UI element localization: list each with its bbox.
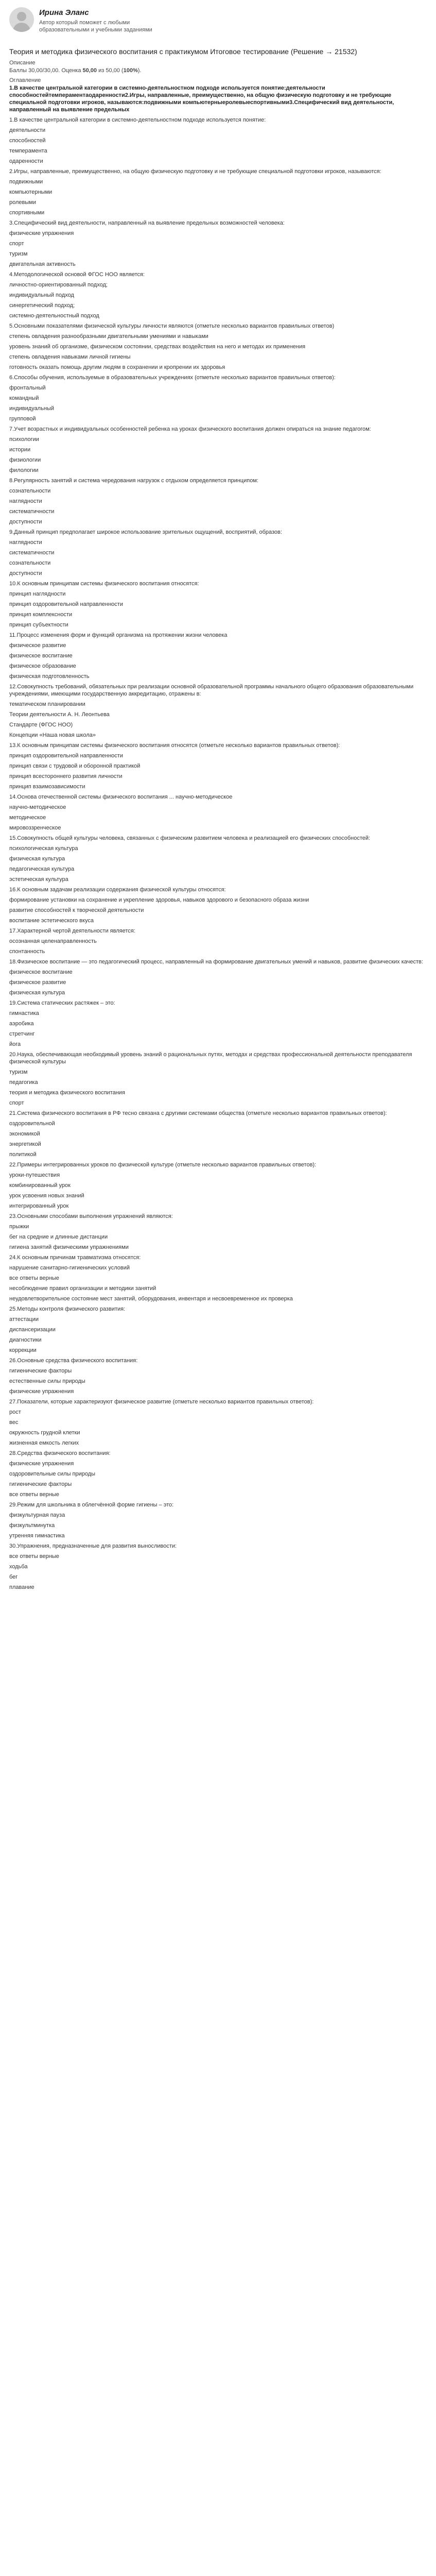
answer-option: физическая культура [9, 990, 65, 996]
question-item [9, 1213, 427, 1251]
answer-option: все ответы верные [9, 1275, 59, 1281]
answer-option: степень овладения навыками личной гигиены [9, 354, 131, 360]
answer-option: энергетикой [9, 1141, 41, 1147]
answer-option: физическое воспитание [9, 653, 73, 659]
answer-option: все ответы верные [9, 1492, 59, 1498]
question-text: 29.Режим для школьника в облегчённой форме гигиены – это: [9, 1502, 174, 1508]
question-item [9, 1357, 427, 1395]
answer-option: спорт [9, 241, 24, 247]
answer-option: готовность оказать помощь другим людям в сохранении и кропрении их здоровья [9, 364, 225, 370]
answer-option: физкультминутка [9, 1522, 55, 1529]
question-item [9, 886, 427, 924]
question-text: 18.Физическое воспитание — это педагогический процесс, направленный на формирование двигательных умений и навыков, развитие физических качеств: [9, 959, 423, 965]
answer-option: несоблюдение правил организации и методики занятий [9, 1285, 156, 1292]
answer-option: доступности [9, 570, 42, 577]
question-text: 30.Упражнения, предназначенные для развития выносливости: [9, 1543, 177, 1549]
answer-option: педагогика [9, 1079, 38, 1086]
question-item [9, 632, 427, 680]
author-name[interactable]: Ирина Эланс [39, 8, 89, 17]
question-item [9, 1051, 427, 1107]
avatar-head-shape [17, 12, 26, 21]
question-text: 5.Основными показателями физической культуры личности являются (отметьте несколько вариантов правильных ответов) [9, 323, 335, 329]
answer-option: физическое развитие [9, 642, 66, 649]
answer-option: систематичности [9, 550, 55, 556]
question-item [9, 1450, 427, 1498]
answer-option: наглядности [9, 498, 42, 504]
question-item [9, 323, 427, 371]
answer-option: ходьба [9, 1564, 28, 1570]
answer-option: подвижными [9, 179, 43, 185]
question-item [9, 793, 427, 832]
question-item [9, 1501, 427, 1539]
question-text: 13.К основным принципам системы физического воспитания относятся (отметьте несколько вариантов правильных ответов): [9, 742, 340, 749]
answer-option: уроки-путешествия [9, 1172, 60, 1178]
question-text: 11.Процесс изменения форм и функций организма на протяжении жизни человека [9, 632, 228, 638]
answer-option: компьютерными [9, 189, 53, 195]
answer-option: воспитание эстетического вкуса [9, 918, 94, 924]
answer-option: интегрированный урок [9, 1203, 69, 1209]
document-title: Теория и методика физического воспитания с практикумом Итоговое тестирование (Решение → 21532) [9, 47, 357, 56]
answer-option: все ответы верные [9, 1553, 59, 1560]
answer-option: прыжки [9, 1224, 29, 1230]
question-text: 15.Совокупность общей культуры человека, связанных с физическим развитием человека и реализацией его физических способностей: [9, 835, 371, 841]
answer-option: окружность грудной клетки [9, 1430, 80, 1436]
question-item [9, 219, 427, 268]
answer-option: групповой [9, 416, 36, 422]
score-line [9, 67, 427, 75]
answer-option: физическое образование [9, 663, 76, 669]
answer-option: индивидуальный подход [9, 292, 74, 298]
answer-option: Стандарте (ФГОС НОО) [9, 722, 73, 728]
answer-option: принцип комплексности [9, 612, 73, 618]
question-item [9, 927, 427, 955]
answer-option: спорт [9, 1100, 24, 1106]
answer-option: утренняя гимнастика [9, 1533, 65, 1539]
question-item [9, 477, 427, 526]
question-item [9, 168, 427, 216]
question-item [9, 116, 427, 165]
answer-option: способностей [9, 138, 46, 144]
answer-option: урок усвоения новых знаний [9, 1193, 84, 1199]
answer-option: деятельности [9, 127, 46, 133]
answer-option: рост [9, 1409, 21, 1415]
question-item [9, 1306, 427, 1354]
question-item [9, 426, 427, 474]
answer-option: физическая подготовленность [9, 673, 90, 680]
score-percent: 100% [123, 67, 138, 74]
answer-option: оздоровительные силы природы [9, 1471, 96, 1477]
answer-option: развитие способностей к творческой деятельности [9, 907, 144, 913]
answer-option: психологическая культура [9, 845, 78, 852]
answer-option: естественные силы природы [9, 1378, 85, 1384]
answer-option: принцип субъектности [9, 622, 68, 628]
answer-option: истории [9, 447, 31, 453]
question-item [9, 1398, 427, 1447]
answer-option: неудовлетворительное состояние мест занятий, оборудования, инвентаря и несвоевременное их проверка [9, 1296, 293, 1302]
answer-option: системно-деятельностный подход [9, 313, 99, 319]
question-text: 28.Средства физического воспитания: [9, 1450, 111, 1456]
answer-option: двигательная активность [9, 261, 76, 267]
answer-option: мировоззренческое [9, 825, 61, 831]
answer-option: принцип всестороннего развития личности [9, 773, 123, 779]
answer-option: темперамента [9, 148, 47, 154]
answer-option: психологии [9, 436, 39, 443]
answer-option: физкультурная пауза [9, 1512, 65, 1518]
question-text: 16.К основным задачам реализации содержания физической культуры относятся: [9, 887, 226, 893]
question-text: 27.Показатели, которые характеризуют физическое развитие (отметьте несколько вариантов правильных ответов): [9, 1399, 314, 1405]
question-text: 21.Система физического воспитания в РФ тесно связана с другими системами общества (отметьте несколько вариантов правильных ответов): [9, 1110, 387, 1116]
description-label: Описание [9, 60, 36, 66]
answer-option: физические упражнения [9, 230, 74, 236]
question-text: 8.Регулярность занятий и система чередования нагрузок с отдыхом определяется принципом: [9, 478, 258, 484]
answer-option: физические упражнения [9, 1461, 74, 1467]
question-list [9, 116, 427, 1591]
question-item [9, 1110, 427, 1158]
author-card [9, 7, 427, 33]
answer-option: осознанная целенаправленность [9, 938, 97, 944]
question-text: 10.К основным принципам системы физического воспитания относятся: [9, 581, 199, 587]
answer-option: физическое воспитание [9, 969, 73, 975]
avatar-body-shape [13, 23, 30, 32]
answer-option: командный [9, 395, 39, 401]
question-text: 7.Учет возрастных и индивидуальных особенностей ребенка на уроках физического воспитания должен опираться на знание педагогом: [9, 426, 371, 432]
answer-option: принцип наглядности [9, 591, 66, 597]
answer-option: коррекции [9, 1347, 37, 1353]
answer-option: вес [9, 1419, 19, 1426]
question-text: 14.Основа отечественной системы физического воспитания ... научно-методическое [9, 794, 233, 800]
answer-option: систематичности [9, 509, 55, 515]
score-value: 50,00 [82, 67, 97, 74]
question-item [9, 958, 427, 996]
author-info [39, 7, 152, 33]
answer-option: личностно-ориентированный подход; [9, 282, 108, 288]
avatar[interactable] [9, 7, 34, 32]
answer-option: гигиена занятий физическими упражнениями [9, 1244, 129, 1250]
answer-option: теория и методика физического воспитания [9, 1090, 125, 1096]
score-mid: из 50,00 ( [97, 67, 124, 74]
question-text: 26.Основные средства физического воспитания: [9, 1358, 138, 1364]
answer-option: туризм [9, 1069, 28, 1075]
question-text: 24.К основным причинам травматизма относятся: [9, 1255, 141, 1261]
question-text: 6.Способы обучения, используемые в образовательных учреждениях (отметьте несколько вариантов правильных ответов): [9, 375, 336, 381]
answer-option: жизненная емкость легких [9, 1440, 79, 1446]
answer-option: политикой [9, 1151, 37, 1158]
question-item [9, 742, 427, 790]
question-item [9, 683, 427, 739]
answer-option: диагностики [9, 1337, 42, 1343]
question-item [9, 1254, 427, 1302]
question-text: 23.Основными способами выполнения упражнений являются: [9, 1213, 173, 1219]
answer-option: спонтанность [9, 948, 45, 955]
answer-option: комбинированный урок [9, 1182, 71, 1189]
answer-option: филологии [9, 467, 39, 473]
answer-option: диспансеризации [9, 1327, 56, 1333]
answer-option: нарушение санитарно-гигиенических условий [9, 1265, 130, 1271]
answer-option: сознательности [9, 488, 51, 494]
answer-option: Концепции «Наша новая школа» [9, 732, 96, 738]
answer-option: оздоровительной [9, 1121, 55, 1127]
answer-option: принцип оздоровительной направленности [9, 601, 123, 607]
answer-option: методическое [9, 815, 46, 821]
answer-option: сознательности [9, 560, 51, 566]
answer-option: аэробика [9, 1021, 34, 1027]
question-item [9, 580, 427, 629]
answer-option: принцип взаимозависимости [9, 784, 85, 790]
answer-option: эстетическая культура [9, 876, 68, 883]
answer-option: фронтальный [9, 385, 46, 391]
question-item [9, 529, 427, 577]
answer-option: физическое развитие [9, 979, 66, 986]
answer-option: принцип связи с трудовой и оборонной практикой [9, 763, 141, 769]
answer-option: формирование установки на сохранение и укрепление здоровья, навыков здорового и безопасного образа жизни [9, 897, 309, 903]
answer-option: наглядности [9, 539, 42, 546]
answer-option: индивидуальный [9, 405, 54, 412]
question-text: 25.Методы контроля физического развития: [9, 1306, 126, 1312]
answer-option: уровень знаний об организме, физическом состоянии, средствах воздействия на него и методах их применения [9, 344, 306, 350]
toc-text: 1.В качестве центральной категории в системно-деятельностном подходе используется понятие:деятельности способностейтемпераментаодаренности2.Игры, направленные, преимущественно, на общую физическую подготовку и не требующие специальной подготовки игроков, называются:подвижными компьютерныеролевыеспортивными3.Специфический вид деятельности, направленный на выявление предельных [9, 85, 394, 113]
answer-option: педагогическая культура [9, 866, 75, 872]
author-description: Автор который поможет с любыми образовательными и учебными заданиями [39, 20, 152, 33]
answer-option: степень овладения разнообразными двигательными умениями и навыками [9, 333, 208, 340]
answer-option: гигиенические факторы [9, 1368, 72, 1374]
question-text: 4.Методологической основой ФГОС НОО является: [9, 272, 145, 278]
answer-option: спортивными [9, 210, 45, 216]
answer-option: гигиенические факторы [9, 1481, 72, 1487]
answer-option: физические упражнения [9, 1388, 74, 1395]
answer-option: плавание [9, 1584, 34, 1590]
answer-option: экономикой [9, 1131, 40, 1137]
question-text: 12.Совокупность требований, обязательных при реализации основной образовательной программы начального общего образования образовательными учреждениями, имеющими государственную аккредитацию, отражены в: [9, 684, 414, 697]
answer-option: туризм [9, 251, 28, 257]
answer-option: Теории деятельности А. Н. Леонтьева [9, 711, 110, 718]
answer-option: ролевыми [9, 199, 36, 206]
answer-option: принцип оздоровительной направленности [9, 753, 123, 759]
answer-option: физическая культура [9, 856, 65, 862]
score-prefix: Баллы 30,00/30,00. Оценка [9, 67, 83, 74]
answer-option: одаренности [9, 158, 43, 164]
question-text: 19.Система статических растяжек – это: [9, 1000, 115, 1006]
question-item [9, 374, 427, 422]
question-item [9, 1161, 427, 1210]
question-text: 22.Примеры интегрированных уроков по физической культуре (отметьте несколько вариантов правильных ответов): [9, 1162, 317, 1168]
answer-option: йога [9, 1041, 21, 1047]
answer-option: тематическом планировании [9, 701, 85, 707]
score-suffix: ). [137, 67, 142, 74]
toc-label: Оглавление [9, 77, 41, 83]
answer-option: бег [9, 1574, 18, 1580]
answer-option: аттестации [9, 1316, 39, 1323]
question-item [9, 1543, 427, 1591]
answer-option: синергетический подход; [9, 302, 75, 309]
question-item [9, 271, 427, 319]
question-item [9, 835, 427, 883]
answer-option: физиологии [9, 457, 41, 463]
answer-option: бег на средние и длинные дистанции [9, 1234, 108, 1240]
question-text: 3.Специфический вид деятельности, направленный на выявление предельных возможностей человека: [9, 220, 285, 226]
answer-option: научно-методическое [9, 804, 66, 810]
question-item [9, 999, 427, 1048]
question-text: 9.Данный принцип предполагает широкое использование зрительных ощущений, восприятий, образов: [9, 529, 282, 535]
question-text: 2.Игры, направленные, преимущественно, на общую физическую подготовку и не требующие специальной подготовки игроков, называются: [9, 168, 381, 175]
answer-option: гимнастика [9, 1010, 39, 1016]
question-text: 1.В качестве центральной категории в системно-деятельностном подходе используется понятие: [9, 117, 266, 123]
answer-option: доступности [9, 519, 42, 525]
question-text: 20.Наука, обеспечивающая необходимый уровень знаний о рациональных путях, методах и средствах профессиональной деятельности преподавателя физической культуры [9, 1052, 412, 1065]
question-text: 17.Характерной чертой деятельности является: [9, 928, 135, 934]
answer-option: стретчинг [9, 1031, 35, 1037]
